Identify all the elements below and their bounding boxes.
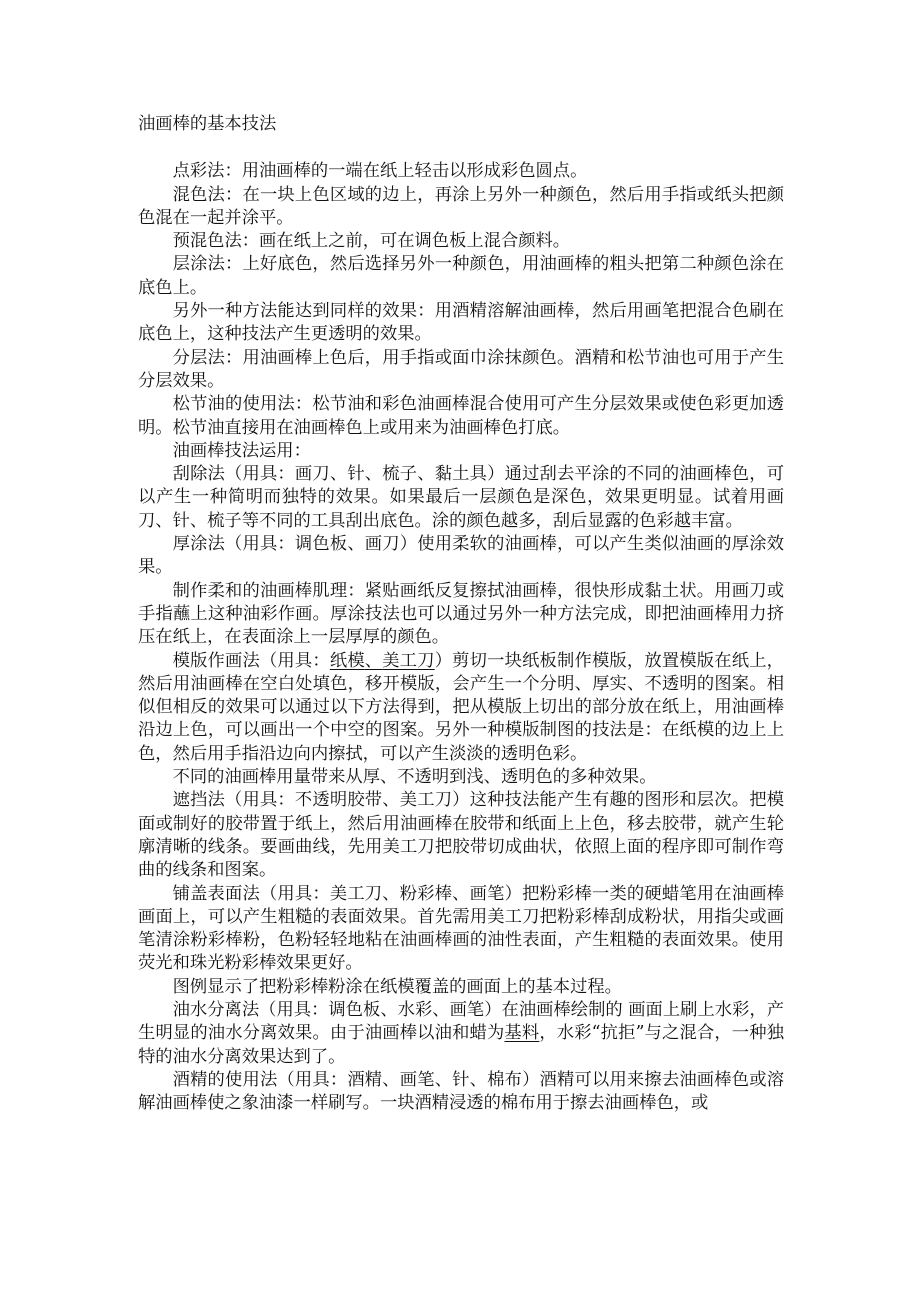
link-separator: 、 (364, 650, 383, 671)
stencil-suffix: ）剪切一块纸板制作模版，放置模版在纸上，然后用油画棒在空白处填色，移开模版，会产生一个分明、厚实、不透明的图案。相似但相反的效果可以通过以下方法得到，把从模版上切出的部分放在纸上，用油画棒沿边上色，可以画出一个中空的图案。另外一种模版制图的技法是：在纸模的边上上色，然后用手指沿边向内擦拭，可以产生淡淡的透明色彩。 (138, 650, 784, 764)
paragraph-layering: 层涂法：上好底色，然后选择另外一种颜色，用油画棒的粗头把第二种颜色涂在底色上。 (138, 254, 784, 298)
oilwater-prefix: 油水分离法（用具：调色板、水彩、画笔）在油画棒绘制的 画面上刷上水彩，产生明显的油水分离效果。由于油画棒以油和蜡为 (138, 999, 784, 1044)
document-title: 油画棒的基本技法 (138, 114, 277, 134)
base-material-link[interactable]: 基料 (504, 1023, 540, 1044)
stencil-prefix: 模版作画法（用具： (172, 650, 330, 671)
utility-knife-link[interactable]: 美工刀 (382, 650, 435, 671)
paragraph-soft-texture: 制作柔和的油画棒肌理：紧贴画纸反复擦拭油画棒，很快形成黏土状。用画刀或手指蘸上这种油彩作画。厚涂技法也可以通过另外一种方法完成，即把油画棒用力挤压在纸上，在表面涂上一层厚厚的颜色。 (138, 580, 784, 648)
paragraph-premix: 预混色法：画在纸上之前，可在调色板上混合颜料。 (172, 231, 571, 252)
paragraph-alcohol-use: 酒精的使用法（用具：酒精、画笔、针、棉布）酒精可以用来擦去油画棒色或溶解油画棒使之象油漆一样刷写。一块酒精浸透的棉布用于擦去油画棒色，或 (138, 1069, 784, 1114)
paragraph-surface-coating: 铺盖表面法（用具：美工刀、粉彩棒、画笔）把粉彩棒一类的硬蜡笔用在油画棒画面上，可以产生粗糙的表面效果。首先需用美工刀把粉彩棒刮成粉状，用指尖或画笔清涂粉彩棒粉，色粉轻轻地粘在油画棒画的油性表面，产生粗糙的表面效果。使用荧光和珠光粉彩棒效果更好。 (138, 883, 784, 974)
paper-stencil-link[interactable]: 纸模 (329, 650, 365, 671)
document-page (138, 113, 784, 1115)
paragraph-techniques-heading: 油画棒技法运用： (172, 440, 311, 461)
paragraph-turpentine: 松节油的使用法：松节油和彩色油画棒混合使用可产生分层效果或使色彩更加透明。松节油直接用在油画棒色上或用来为油画棒色打底。 (138, 394, 784, 438)
paragraph-figure-note: 图例显示了把粉彩棒粉涂在纸模覆盖的画面上的基本过程。 (172, 976, 622, 997)
paragraph-amount-effects: 不同的油画棒用量带来从厚、不透明到浅、透明色的多种效果。 (172, 767, 657, 788)
paragraph-stencil (138, 650, 784, 766)
paragraph-masking: 遮挡法（用具：不透明胶带、美工刀）这种技法能产生有趣的图形和层次。把模面或制好的胶带置于纸上，然后用油画棒在胶带和纸面上上色，移去胶带，就产生轮廓清晰的线条。要画曲线，先用美工刀把胶带切成曲状，依照上面的程序即可制作弯曲的线条和图案。 (138, 790, 784, 881)
paragraph-impasto: 厚涂法（用具：调色板、画刀）使用柔软的油画棒，可以产生类似油画的厚涂效果。 (138, 534, 784, 578)
paragraph-alcohol-alt: 另外一种方法能达到同样的效果：用酒精溶解油画棒，然后用画笔把混合色刷在底色上，这种技法产生更透明的效果。 (138, 301, 784, 345)
oilwater-suffix: ，水彩“抗拒”与之混合，一种独特的油水分离效果达到了。 (138, 1023, 784, 1067)
paragraph-dot-color: 点彩法：用油画棒的一端在纸上轻击以形成彩色圆点。 (172, 161, 588, 182)
paragraph-oil-water (138, 999, 784, 1069)
paragraph-color-mixing: 混色法：在一块上色区域的边上，再涂上另外一种颜色，然后用手指或纸头把颜色混在一起并涂平。 (138, 184, 784, 228)
paragraph-blending: 分层法：用油画棒上色后，用手指或面巾涂抹颜色。酒精和松节油也可用于产生分层效果。 (138, 347, 784, 391)
paragraph-scraping: 刮除法（用具：画刀、针、梳子、黏土具）通过刮去平涂的不同的油画棒色，可以产生一种简明而独特的效果。如果最后一层颜色是深色，效果更明显。试着用画刀、针、梳子等不同的工具刮出底色。涂的颜色越多，刮后显露的色彩越丰富。 (138, 464, 784, 531)
